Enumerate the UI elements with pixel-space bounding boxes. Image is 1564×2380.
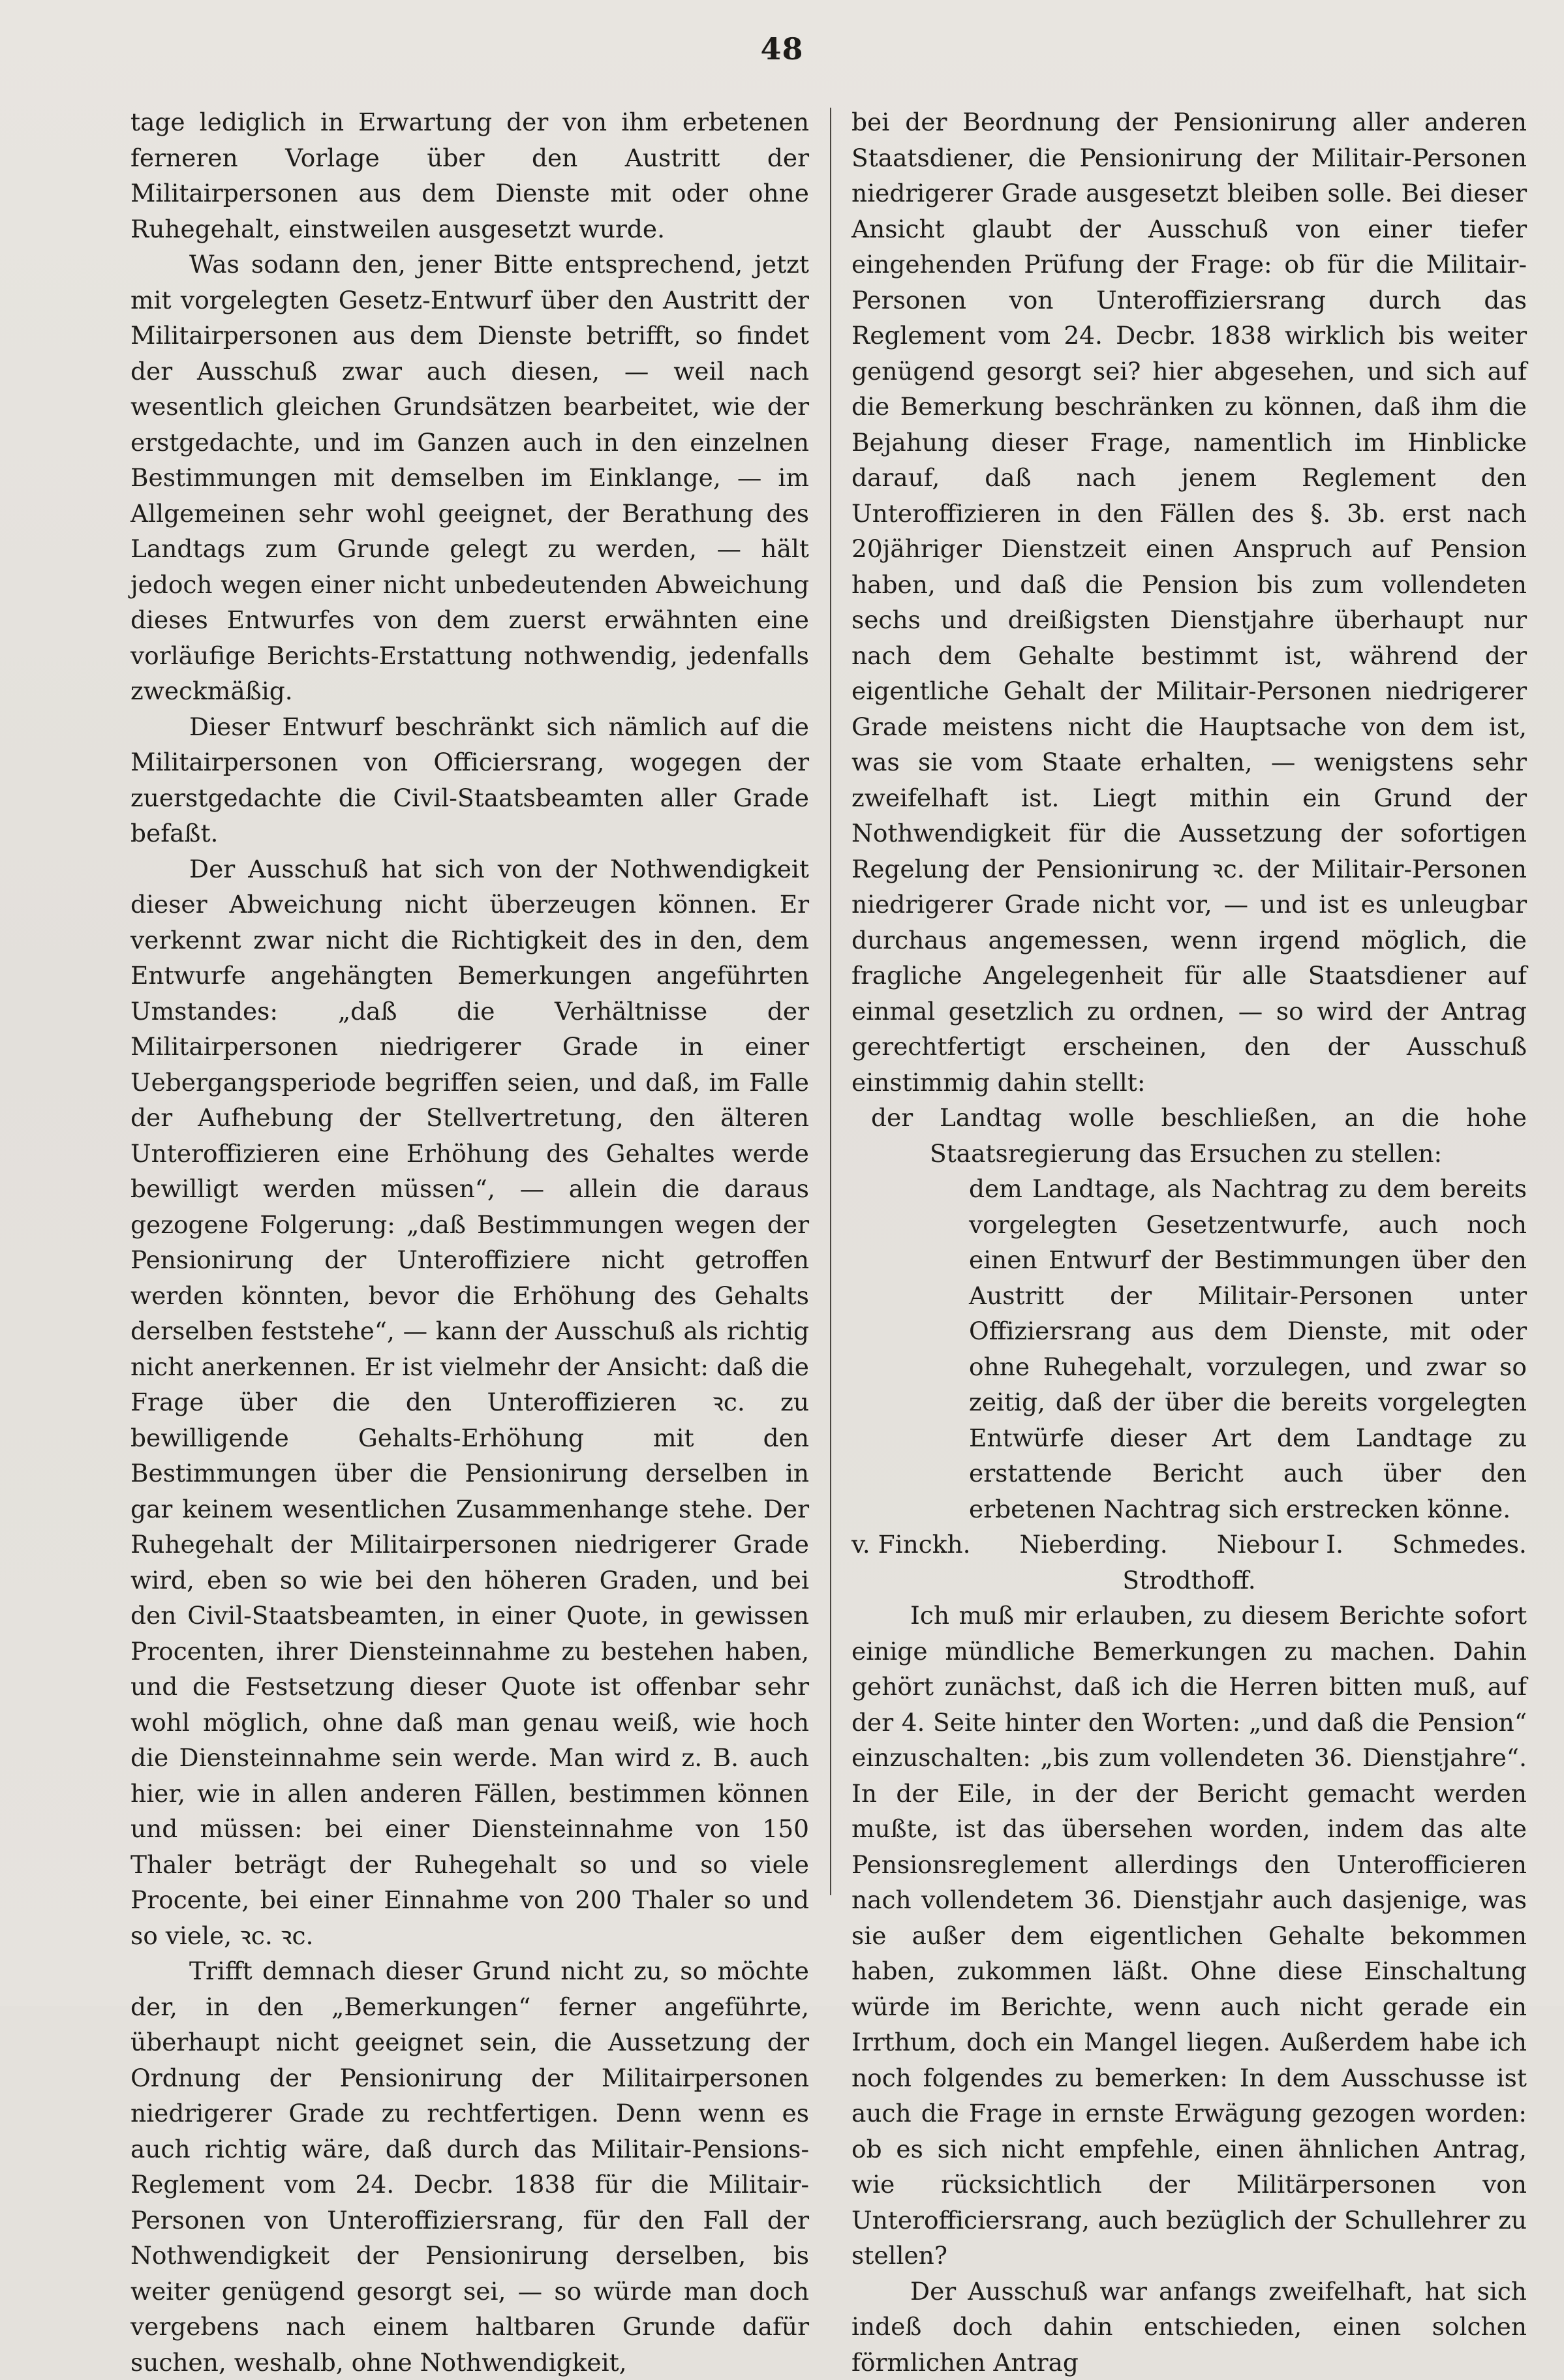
paragraph: Der Ausschuß hat sich von der Nothwendigkeit dieser Abweichung nicht überzeugen können. Er verkennt zwar nicht die Richtigkeit des in den, dem Entwurfe angehängten Bemerkungen angeführten Umstandes: „daß die Verhältnisse der Militairpersonen niedrigerer Grade in einer Uebergangsperiode begriffen seien, und daß, im Falle der Aufhebung der Stellvertretung, den älteren Unteroffizieren eine Erhöhung des Gehaltes werde bewilligt werden müssen“, — allein die daraus gezogene Folgerung: „daß Bestimmungen wegen der Pensionirung der Unteroffiziere nicht getroffen werden könnten, bevor die Erhöhung des Gehalts derselben feststehe“, — kann der Ausschuß als richtig nicht anerkennen. Er ist vielmehr der Ansicht: daß die Frage über die den Unteroffizieren ꝛc. zu bewilligende Gehalts-Erhöhung mit den Bestimmungen über die Pensionirung derselben in gar keinem wesentlichen Zusammenhange stehe. Der Ruhegehalt der Militairpersonen niedrigerer Grade wird, eben so wie bei den höheren Graden, und bei den Civil-Staatsbeamten, in einer Quote, in gewissen Procenten, ihrer Diensteinnahme zu bestehen haben, und die Festsetzung dieser Quote ist offenbar sehr wohl möglich, ohne daß man genau weiß, wie hoch die Diensteinnahme sein werde. Man wird z. B. auch hier, wie in allen anderen Fällen, bestimmen können und müssen: bei einer Diensteinnahme von 150 Thaler beträgt der Ruhegehalt so und so viele Procente, bei einer Einnahme von 200 Thaler so und so viele, ꝛc. ꝛc. xyxy=(130,851,809,1954)
page-number: 48 xyxy=(0,31,1564,67)
paragraph: tage lediglich in Erwartung der von ihm erbetenen ferneren Vorlage über den Austritt der Militairpersonen aus dem Dienste mit oder ohne Ruhegehalt, einstweilen ausgesetzt wurde. xyxy=(130,104,809,247)
signature: Schmedes. xyxy=(1392,1527,1527,1563)
paragraph: Ich muß mir erlauben, zu diesem Berichte sofort einige mündliche Bemerkungen zu machen. Dahin gehört zunächst, daß ich die Herren bitten muß, auf der 4. Seite hinter den Worten: „und daß die Pension“ einzuschalten: „bis zum vollendeten 36. Dienstjahre“. In der Eile, in der der Bericht gemacht werden mußte, ist das übersehen worden, indem das alte Pensionsreglement allerdings den Unterofficieren nach vollendetem 36. Dienstjahr auch dasjenige, was sie außer dem eigentlichen Gehalte bekommen haben, zukommen läßt. Ohne diese Einschaltung würde im Berichte, wenn auch nicht gerade ein Irrthum, doch ein Mangel liegen. Außerdem habe ich noch folgendes zu bemerken: In dem Ausschusse ist auch die Frage in ernste Erwägung gezogen worden: ob es sich nicht empfehle, einen ähnlichen Antrag, wie rücksichtlich der Militärpersonen von Unterofficiersrang, auch bezüglich der Schullehrer zu stellen? xyxy=(851,1598,1527,2274)
paragraph: Trifft demnach dieser Grund nicht zu, so möchte der, in den „Bemerkungen“ ferner angeführte, überhaupt nicht geeignet sein, die Aussetzung der Ordnung der Pensionirung der Militairpersonen niedrigerer Grade zu rechtfertigen. Denn wenn es auch richtig wäre, daß durch das Militair-Pensions-Reglement vom 24. Decbr. 1838 für die Militair-Personen von Unteroffiziersrang, für den Fall der Nothwendigkeit der Pensionirung derselben, bis weiter genügend gesorgt sei, — so würde man doch vergebens nach einem haltbaren Grunde dafür suchen, weshalb, ohne Nothwendigkeit, xyxy=(130,1953,809,2380)
motion-intro: der Landtag wolle beschließen, an die hohe Staatsregierung das Ersuchen zu stellen: xyxy=(851,1100,1527,1171)
paragraph: Dieser Entwurf beschränkt sich nämlich auf die Militairpersonen von Officiersrang, wogegen der zuerstgedachte die Civil-Staatsbeamten aller Grade befaßt. xyxy=(130,709,809,851)
column-divider xyxy=(830,108,831,1895)
signature: v. Finckh. xyxy=(851,1527,971,1563)
right-column xyxy=(851,104,1527,2380)
motion-body: dem Landtage, als Nachtrag zu dem bereits vorgelegten Gesetzentwurfe, auch noch einen Entwurf der Bestimmungen über den Austritt der Militair-Personen unter Offiziersrang aus dem Dienste, mit oder ohne Ruhegehalt, vorzulegen, und zwar so zeitig, daß der über die bereits vorgelegten Entwürfe dieser Art dem Landtage zu erstattende Bericht auch über den erbetenen Nachtrag sich erstrecken könne. xyxy=(851,1171,1527,1527)
left-column xyxy=(130,104,809,2380)
paragraph: Der Ausschuß war anfangs zweifelhaft, hat sich indeß doch dahin entschieden, einen solchen förmlichen Antrag xyxy=(851,2274,1527,2380)
signature: Niebour I. xyxy=(1217,1527,1343,1563)
paragraph: Was sodann den, jener Bitte entsprechend, jetzt mit vorgelegten Gesetz-Entwurf über den Austritt der Militairpersonen aus dem Dienste betrifft, so findet der Ausschuß zwar auch diesen, — weil nach wesentlich gleichen Grundsätzen bearbeitet, wie der erstgedachte, und im Ganzen auch in den einzelnen Bestimmungen mit demselben im Einklange, — im Allgemeinen sehr wohl geeignet, der Berathung des Landtags zum Grunde gelegt zu werden, — hält jedoch wegen einer nicht unbedeutenden Abweichung dieses Entwurfes von dem zuerst erwähnten eine vorläufige Berichts-Erstattung nothwendig, jedenfalls zweckmäßig. xyxy=(130,247,809,709)
paragraph: bei der Beordnung der Pensionirung aller anderen Staatsdiener, die Pensionirung der Militair-Personen niedrigerer Grade ausgesetzt bleiben solle. Bei dieser Ansicht glaubt der Ausschuß von einer tiefer eingehenden Prüfung der Frage: ob für die Militair-Personen von Unteroffiziersrang durch das Reglement vom 24. Decbr. 1838 wirklich bis weiter genügend gesorgt sei? hier abgesehen, und sich auf die Bemerkung beschränken zu können, daß ihm die Bejahung dieser Frage, namentlich im Hinblicke darauf, daß nach jenem Reglement den Unteroffizieren in den Fällen des §. 3b. erst nach 20jähriger Dienstzeit einen Anspruch auf Pension haben, und daß die Pension bis zum vollendeten sechs und dreißigsten Dienstjahre überhaupt nur nach dem Gehalte bestimmt ist, während der eigentliche Gehalt der Militair-Personen niedrigerer Grade meistens nicht die Hauptsache von dem ist, was sie vom Staate erhalten, — wenigstens sehr zweifelhaft ist. Liegt mithin ein Grund der Nothwendigkeit für die Aussetzung der sofortigen Regelung der Pensionirung ꝛc. der Militair-Personen niedrigerer Grade nicht vor, — und ist es unleugbar durchaus angemessen, wenn irgend möglich, die fragliche Angelegenheit für alle Staatsdiener auf einmal gesetzlich zu ordnen, — so wird der Antrag gerechtfertigt erscheinen, den der Ausschuß einstimmig dahin stellt: xyxy=(851,104,1527,1100)
signature: Nieberding. xyxy=(1020,1527,1168,1563)
signature: Strodthoff. xyxy=(851,1563,1527,1598)
signature-line xyxy=(851,1527,1527,1563)
